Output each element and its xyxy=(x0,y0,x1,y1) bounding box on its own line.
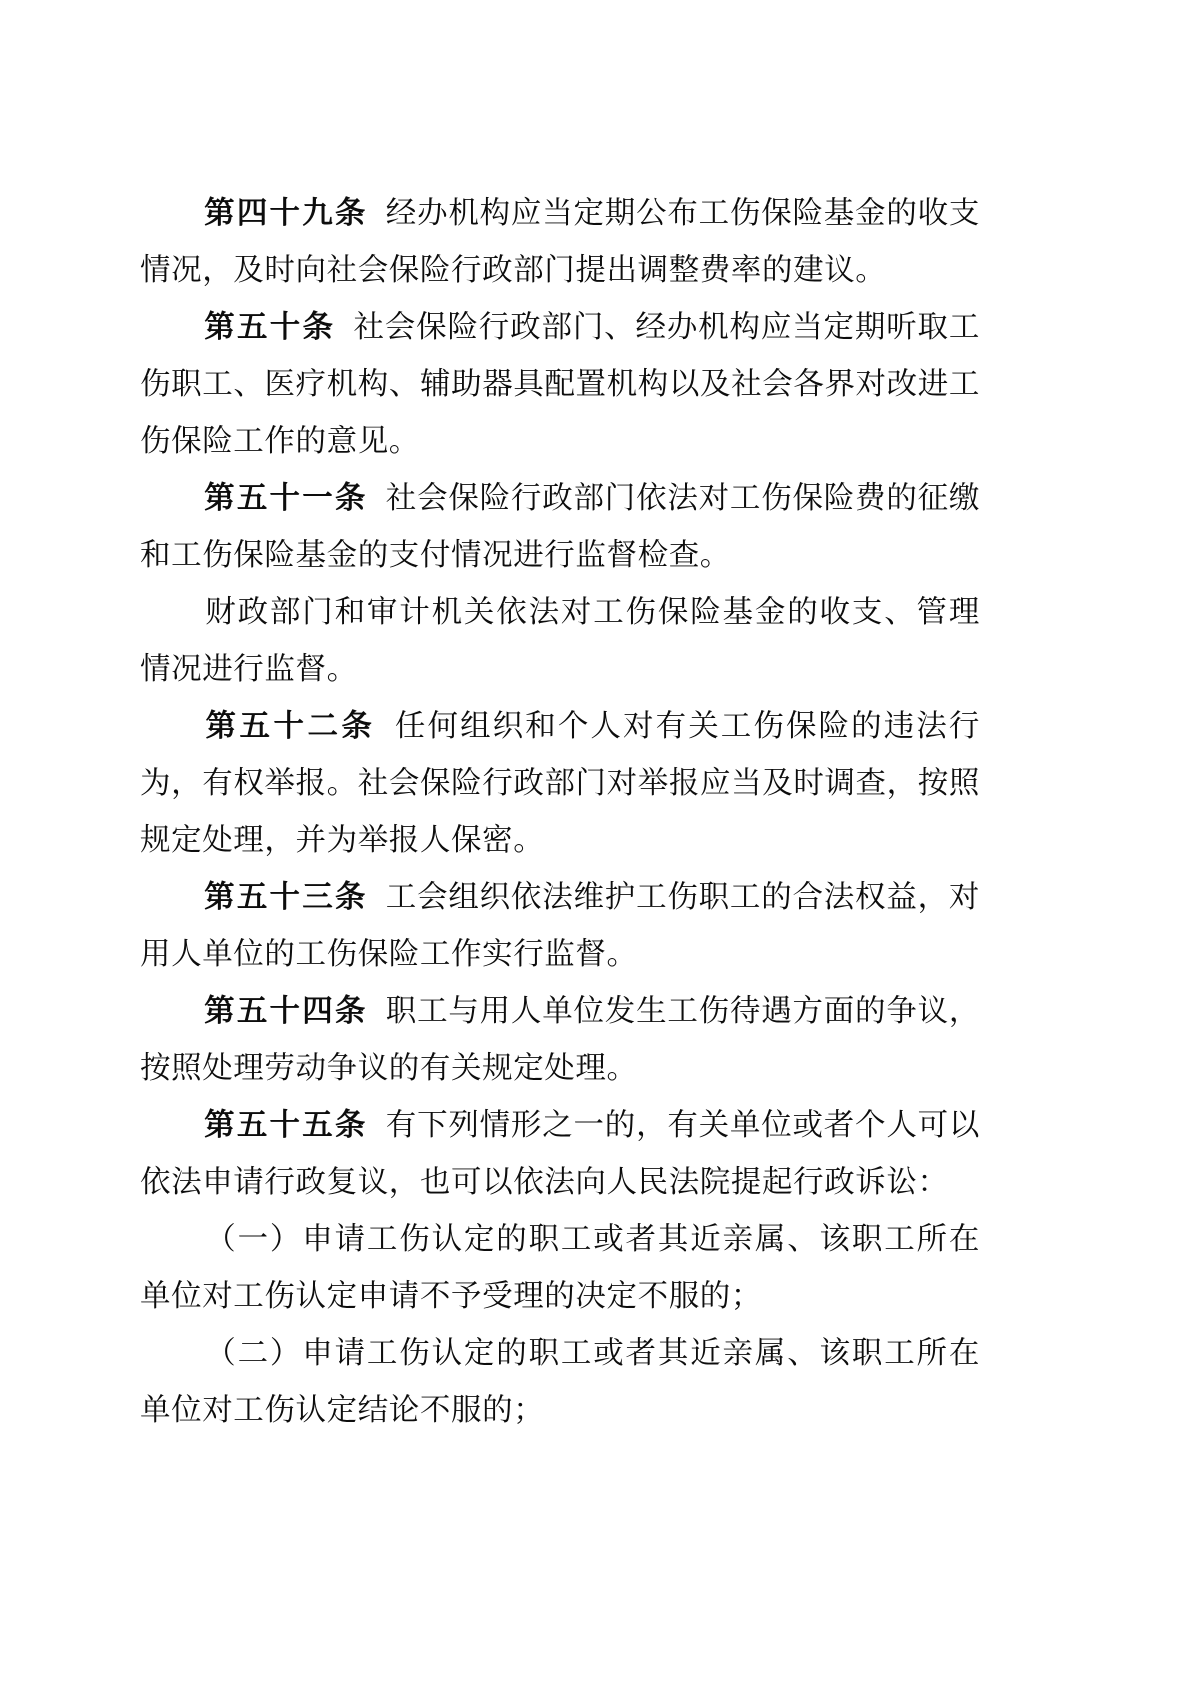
paragraph-text: 职工与用人单位发生工伤待遇方面的争议，按照处理劳动争议的有关规定处理。 xyxy=(140,994,980,1086)
paragraph-article-55-item-1 xyxy=(140,1211,980,1325)
document-body xyxy=(140,185,980,1439)
paragraph-text: 社会保险行政部门、经办机构应当定期听取工伤职工、医疗机构、辅助器具配置机构以及社会各界对改进工伤保险工作的意见。 xyxy=(140,310,981,459)
paragraph-article-49 xyxy=(140,185,980,299)
paragraph-article-50 xyxy=(140,299,980,470)
article-number: 第五十条 xyxy=(204,309,336,345)
paragraph-text: （二）申请工伤认定的职工或者其近亲属、该职工所在单位对工伤认定结论不服的； xyxy=(140,1336,980,1428)
article-number: 第五十一条 xyxy=(204,480,368,516)
paragraph-text: 有下列情形之一的，有关单位或者个人可以依法申请行政复议，也可以依法向人民法院提起行政诉讼： xyxy=(140,1108,980,1200)
article-number: 第五十三条 xyxy=(204,879,368,915)
paragraph-article-55-item-2 xyxy=(140,1325,980,1439)
paragraph-article-51 xyxy=(140,470,980,584)
paragraph-article-51-second xyxy=(140,584,980,698)
paragraph-text: （一）申请工伤认定的职工或者其近亲属、该职工所在单位对工伤认定申请不予受理的决定不服的； xyxy=(140,1222,980,1314)
article-number: 第五十五条 xyxy=(204,1107,368,1143)
paragraph-article-54 xyxy=(140,983,980,1097)
paragraph-text: 工会组织依法维护工伤职工的合法权益，对用人单位的工伤保险工作实行监督。 xyxy=(140,880,980,972)
article-number: 第五十四条 xyxy=(204,993,368,1029)
paragraph-article-53 xyxy=(140,869,980,983)
article-number: 第四十九条 xyxy=(204,195,368,231)
paragraph-text: 任何组织和个人对有关工伤保险的违法行为，有权举报。社会保险行政部门对举报应当及时调查，按照规定处理，并为举报人保密。 xyxy=(140,709,980,858)
paragraph-article-52 xyxy=(140,698,980,869)
paragraph-text: 财政部门和审计机关依法对工伤保险基金的收支、管理情况进行监督。 xyxy=(140,595,980,687)
paragraph-text: 社会保险行政部门依法对工伤保险费的征缴和工伤保险基金的支付情况进行监督检查。 xyxy=(140,481,980,573)
paragraph-text: 经办机构应当定期公布工伤保险基金的收支情况，及时向社会保险行政部门提出调整费率的建议。 xyxy=(140,196,980,288)
article-number: 第五十二条 xyxy=(204,708,376,744)
paragraph-article-55 xyxy=(140,1097,980,1211)
